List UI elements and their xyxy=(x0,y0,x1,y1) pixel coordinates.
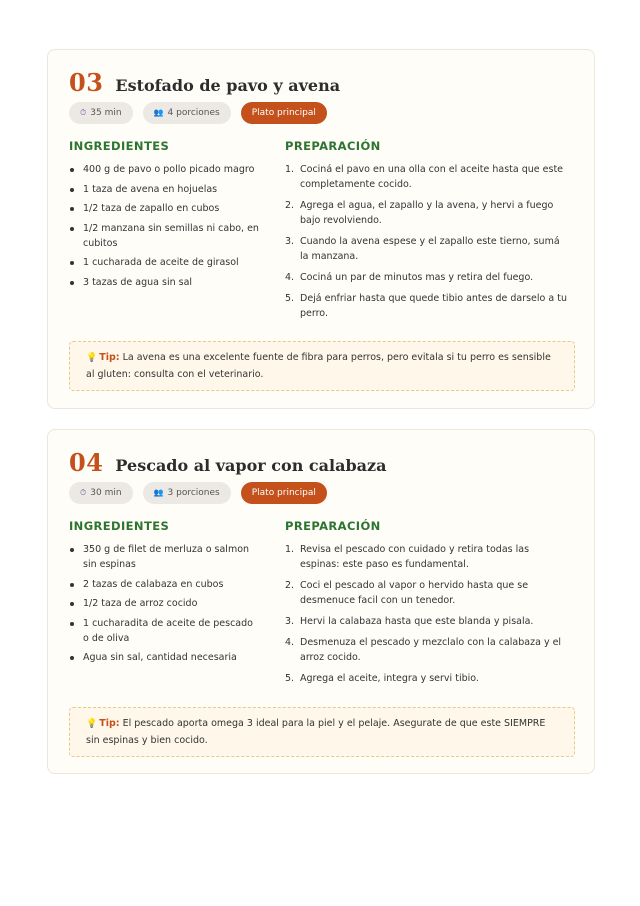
portions-label: 4 porciones xyxy=(167,108,220,118)
category-badge: Plato principal xyxy=(241,482,327,504)
step-number: 1. xyxy=(285,164,295,175)
ingredient-item: 1 cucharada de aceite de girasol xyxy=(69,255,261,270)
step-item xyxy=(285,162,571,192)
tip-text: La avena es una excelente fuente de fibra para perros, pero evitala si tu perro es sensible al gluten: consulta con el veterinario. xyxy=(86,352,551,380)
ingredients-list xyxy=(69,542,261,670)
ingredients-heading: INGREDIENTES xyxy=(69,139,170,153)
preparation-list xyxy=(285,542,571,692)
recipe-meta xyxy=(69,102,337,124)
ingredient-item: 1/2 manzana sin semillas ni cabo, en cubitos xyxy=(69,221,261,251)
step-number: 5. xyxy=(285,293,295,304)
step-text: Revisa el pescado con cuidado y retira todas las espinas: este paso es fundamental. xyxy=(300,544,530,570)
ingredient-item: 350 g de filet de merluza o salmon sin espinas xyxy=(69,542,261,572)
step-item xyxy=(285,635,571,665)
time-badge xyxy=(69,102,133,124)
step-text: Desmenuza el pescado y mezclalo con la calabaza y el arroz cocido. xyxy=(300,637,562,663)
step-number: 5. xyxy=(285,673,295,684)
recipe-header xyxy=(69,448,386,478)
ingredients-heading: INGREDIENTES xyxy=(69,519,170,533)
ingredient-item: 1/2 taza de arroz cocido xyxy=(69,596,261,611)
people-icon: 👥 xyxy=(153,108,164,117)
step-text: Coci el pescado al vapor o hervido hasta que se desmenuce facil con un tenedor. xyxy=(300,580,529,606)
step-text: Cociná el pavo en una olla con el aceite hasta que este completamente cocido. xyxy=(300,164,564,190)
step-item xyxy=(285,234,571,264)
recipe-number: 04 xyxy=(69,448,104,477)
step-number: 1. xyxy=(285,544,295,555)
step-number: 3. xyxy=(285,236,295,247)
step-number: 3. xyxy=(285,616,295,627)
ingredient-item: 1 cucharadita de aceite de pescado o de oliva xyxy=(69,616,261,646)
step-text: Hervi la calabaza hasta que este blanda y pisala. xyxy=(300,616,534,627)
lightbulb-icon: 💡 xyxy=(86,719,98,729)
step-text: Dejá enfriar hasta que quede tibio antes de darselo a tu perro. xyxy=(300,293,567,319)
ingredient-item: 400 g de pavo o pollo picado magro xyxy=(69,162,261,177)
time-label: 30 min xyxy=(90,488,122,498)
portions-label: 3 porciones xyxy=(167,488,220,498)
preparation-heading: PREPARACIÓN xyxy=(285,139,381,153)
ingredient-item: 3 tazas de agua sin sal xyxy=(69,275,261,290)
step-item xyxy=(285,270,571,285)
ingredient-item: 1 taza de avena en hojuelas xyxy=(69,182,261,197)
ingredients-list xyxy=(69,162,261,294)
step-item xyxy=(285,542,571,572)
ingredient-item: 1/2 taza de zapallo en cubos xyxy=(69,201,261,216)
step-number: 2. xyxy=(285,580,295,591)
clock-icon: ⏱ xyxy=(80,108,87,117)
ingredient-item: 2 tazas de calabaza en cubos xyxy=(69,577,261,592)
recipe-meta xyxy=(69,482,337,504)
step-number: 2. xyxy=(285,200,295,211)
clock-icon: ⏱ xyxy=(80,488,87,497)
tip-box xyxy=(69,707,575,757)
portions-badge xyxy=(143,102,231,124)
category-badge: Plato principal xyxy=(241,102,327,124)
time-label: 35 min xyxy=(90,108,122,118)
step-item xyxy=(285,198,571,228)
tip-label: Tip: xyxy=(99,718,120,729)
ingredient-item: Agua sin sal, cantidad necesaria xyxy=(69,650,261,665)
recipe-number: 03 xyxy=(69,68,104,97)
recipe-title: Pescado al vapor con calabaza xyxy=(115,456,387,475)
people-icon: 👥 xyxy=(153,488,164,497)
step-number: 4. xyxy=(285,637,295,648)
step-text: Agrega el aceite, integra y servi tibio. xyxy=(300,673,479,684)
step-number: 4. xyxy=(285,272,295,283)
step-text: Cociná un par de minutos mas y retira del fuego. xyxy=(300,272,534,283)
lightbulb-icon: 💡 xyxy=(86,353,98,363)
tip-box xyxy=(69,341,575,391)
step-text: Agrega el agua, el zapallo y la avena, y hervi a fuego bajo revolviendo. xyxy=(300,200,554,226)
time-badge xyxy=(69,482,133,504)
preparation-list xyxy=(285,162,571,327)
step-item xyxy=(285,578,571,608)
recipe-card xyxy=(47,429,595,774)
tip-text: El pescado aporta omega 3 ideal para la piel y el pelaje. Asegurate de que este SIEMPRE sin espinas y bien cocido. xyxy=(86,718,546,746)
preparation-heading: PREPARACIÓN xyxy=(285,519,381,533)
step-item xyxy=(285,291,571,321)
recipe-title: Estofado de pavo y avena xyxy=(115,76,341,95)
recipe-header xyxy=(69,68,340,98)
portions-badge xyxy=(143,482,231,504)
step-text: Cuando la avena espese y el zapallo este tierno, sumá la manzana. xyxy=(300,236,560,262)
recipe-card xyxy=(47,49,595,409)
tip-label: Tip: xyxy=(99,352,120,363)
step-item xyxy=(285,614,571,629)
step-item xyxy=(285,671,571,686)
